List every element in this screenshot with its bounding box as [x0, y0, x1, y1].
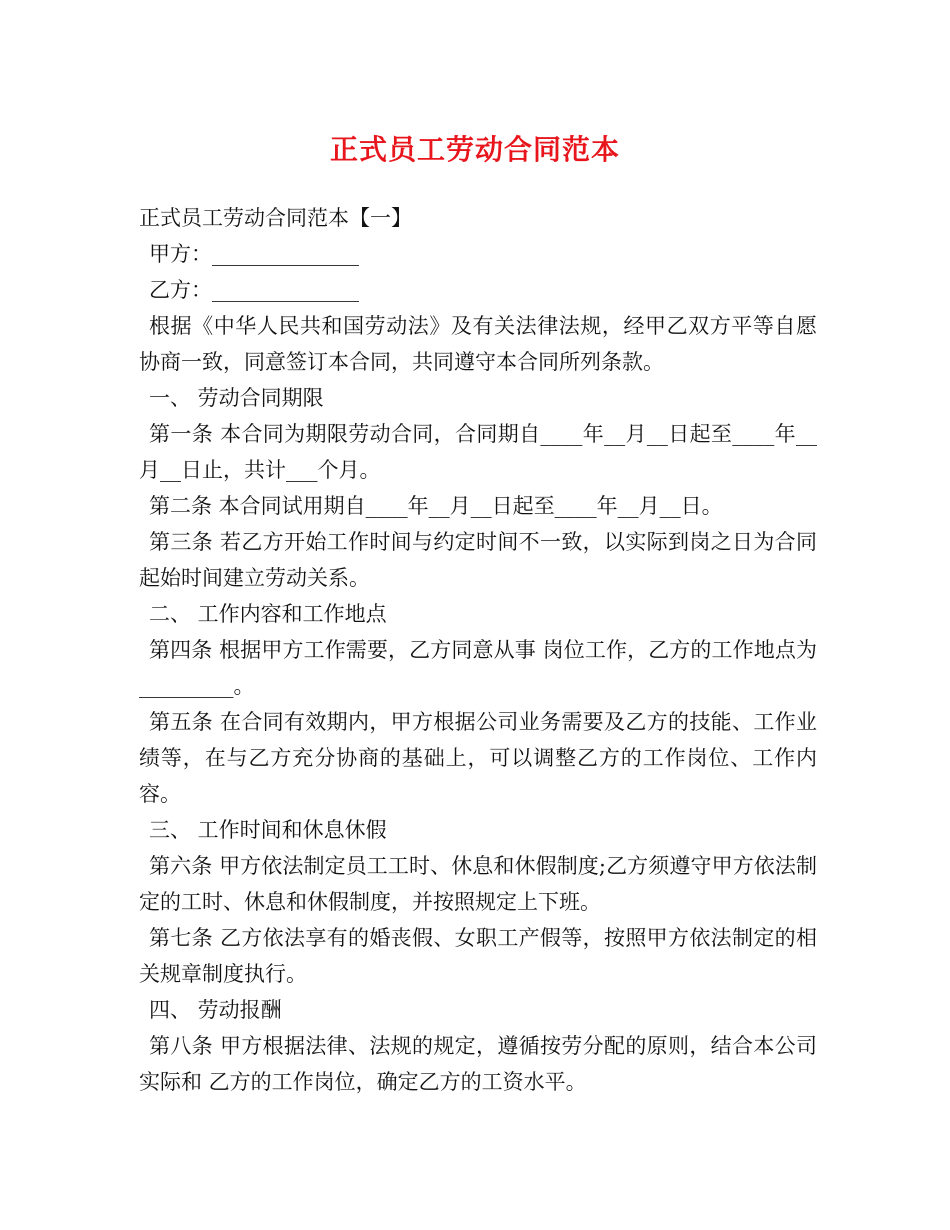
- article-7: 第七条 乙方依法享有的婚丧假、女职工产假等，按照甲方依法制定的相关规章制度执行。: [139, 926, 817, 986]
- party-a-line: 甲方：______________: [149, 242, 359, 266]
- document-title: 正式员工劳动合同范本: [329, 133, 620, 166]
- article-6: 第六条 甲方依法制定员工工时、休息和休假制度;乙方须遵守甲方依法制定的工时、休息和休假制度，并按照规定上下班。: [139, 854, 817, 914]
- article-4: 第四条 根据甲方工作需要，乙方同意从事 岗位工作，乙方的工作地点为_________。: [139, 638, 817, 698]
- section-heading-1: 一、 劳动合同期限: [149, 386, 324, 410]
- section-heading-4: 四、 劳动报酬: [149, 998, 282, 1022]
- section-heading-3: 三、 工作时间和休息休假: [149, 818, 387, 842]
- article-3: 第三条 若乙方开始工作时间与约定时间不一致，以实际到岗之日为合同起始时间建立劳动关系。: [139, 530, 817, 590]
- preamble-paragraph: 根据《中华人民共和国劳动法》及有关法律法规，经甲乙双方平等自愿协商一致，同意签订本合同，共同遵守本合同所列条款。: [139, 314, 817, 374]
- document-subtitle: 正式员工劳动合同范本【一】: [139, 206, 412, 230]
- article-5: 第五条 在合同有效期内，甲方根据公司业务需要及乙方的技能、工作业绩等，在与乙方充分协商的基础上，可以调整乙方的工作岗位、工作内容。: [139, 710, 817, 806]
- document-body: [139, 200, 817, 1100]
- article-8: 第八条 甲方根据法律、法规的规定，遵循按劳分配的原则，结合本公司实际和 乙方的工作岗位，确定乙方的工资水平。: [139, 1034, 817, 1094]
- article-1: 第一条 本合同为期限劳动合同，合同期自____年__月__日起至____年__月__日止，共计___个月。: [139, 422, 817, 482]
- section-heading-2: 二、 工作内容和工作地点: [149, 602, 387, 626]
- article-2: 第二条 本合同试用期自____年__月__日起至____年__月__日。: [149, 494, 723, 518]
- party-b-line: 乙方：______________: [149, 278, 359, 302]
